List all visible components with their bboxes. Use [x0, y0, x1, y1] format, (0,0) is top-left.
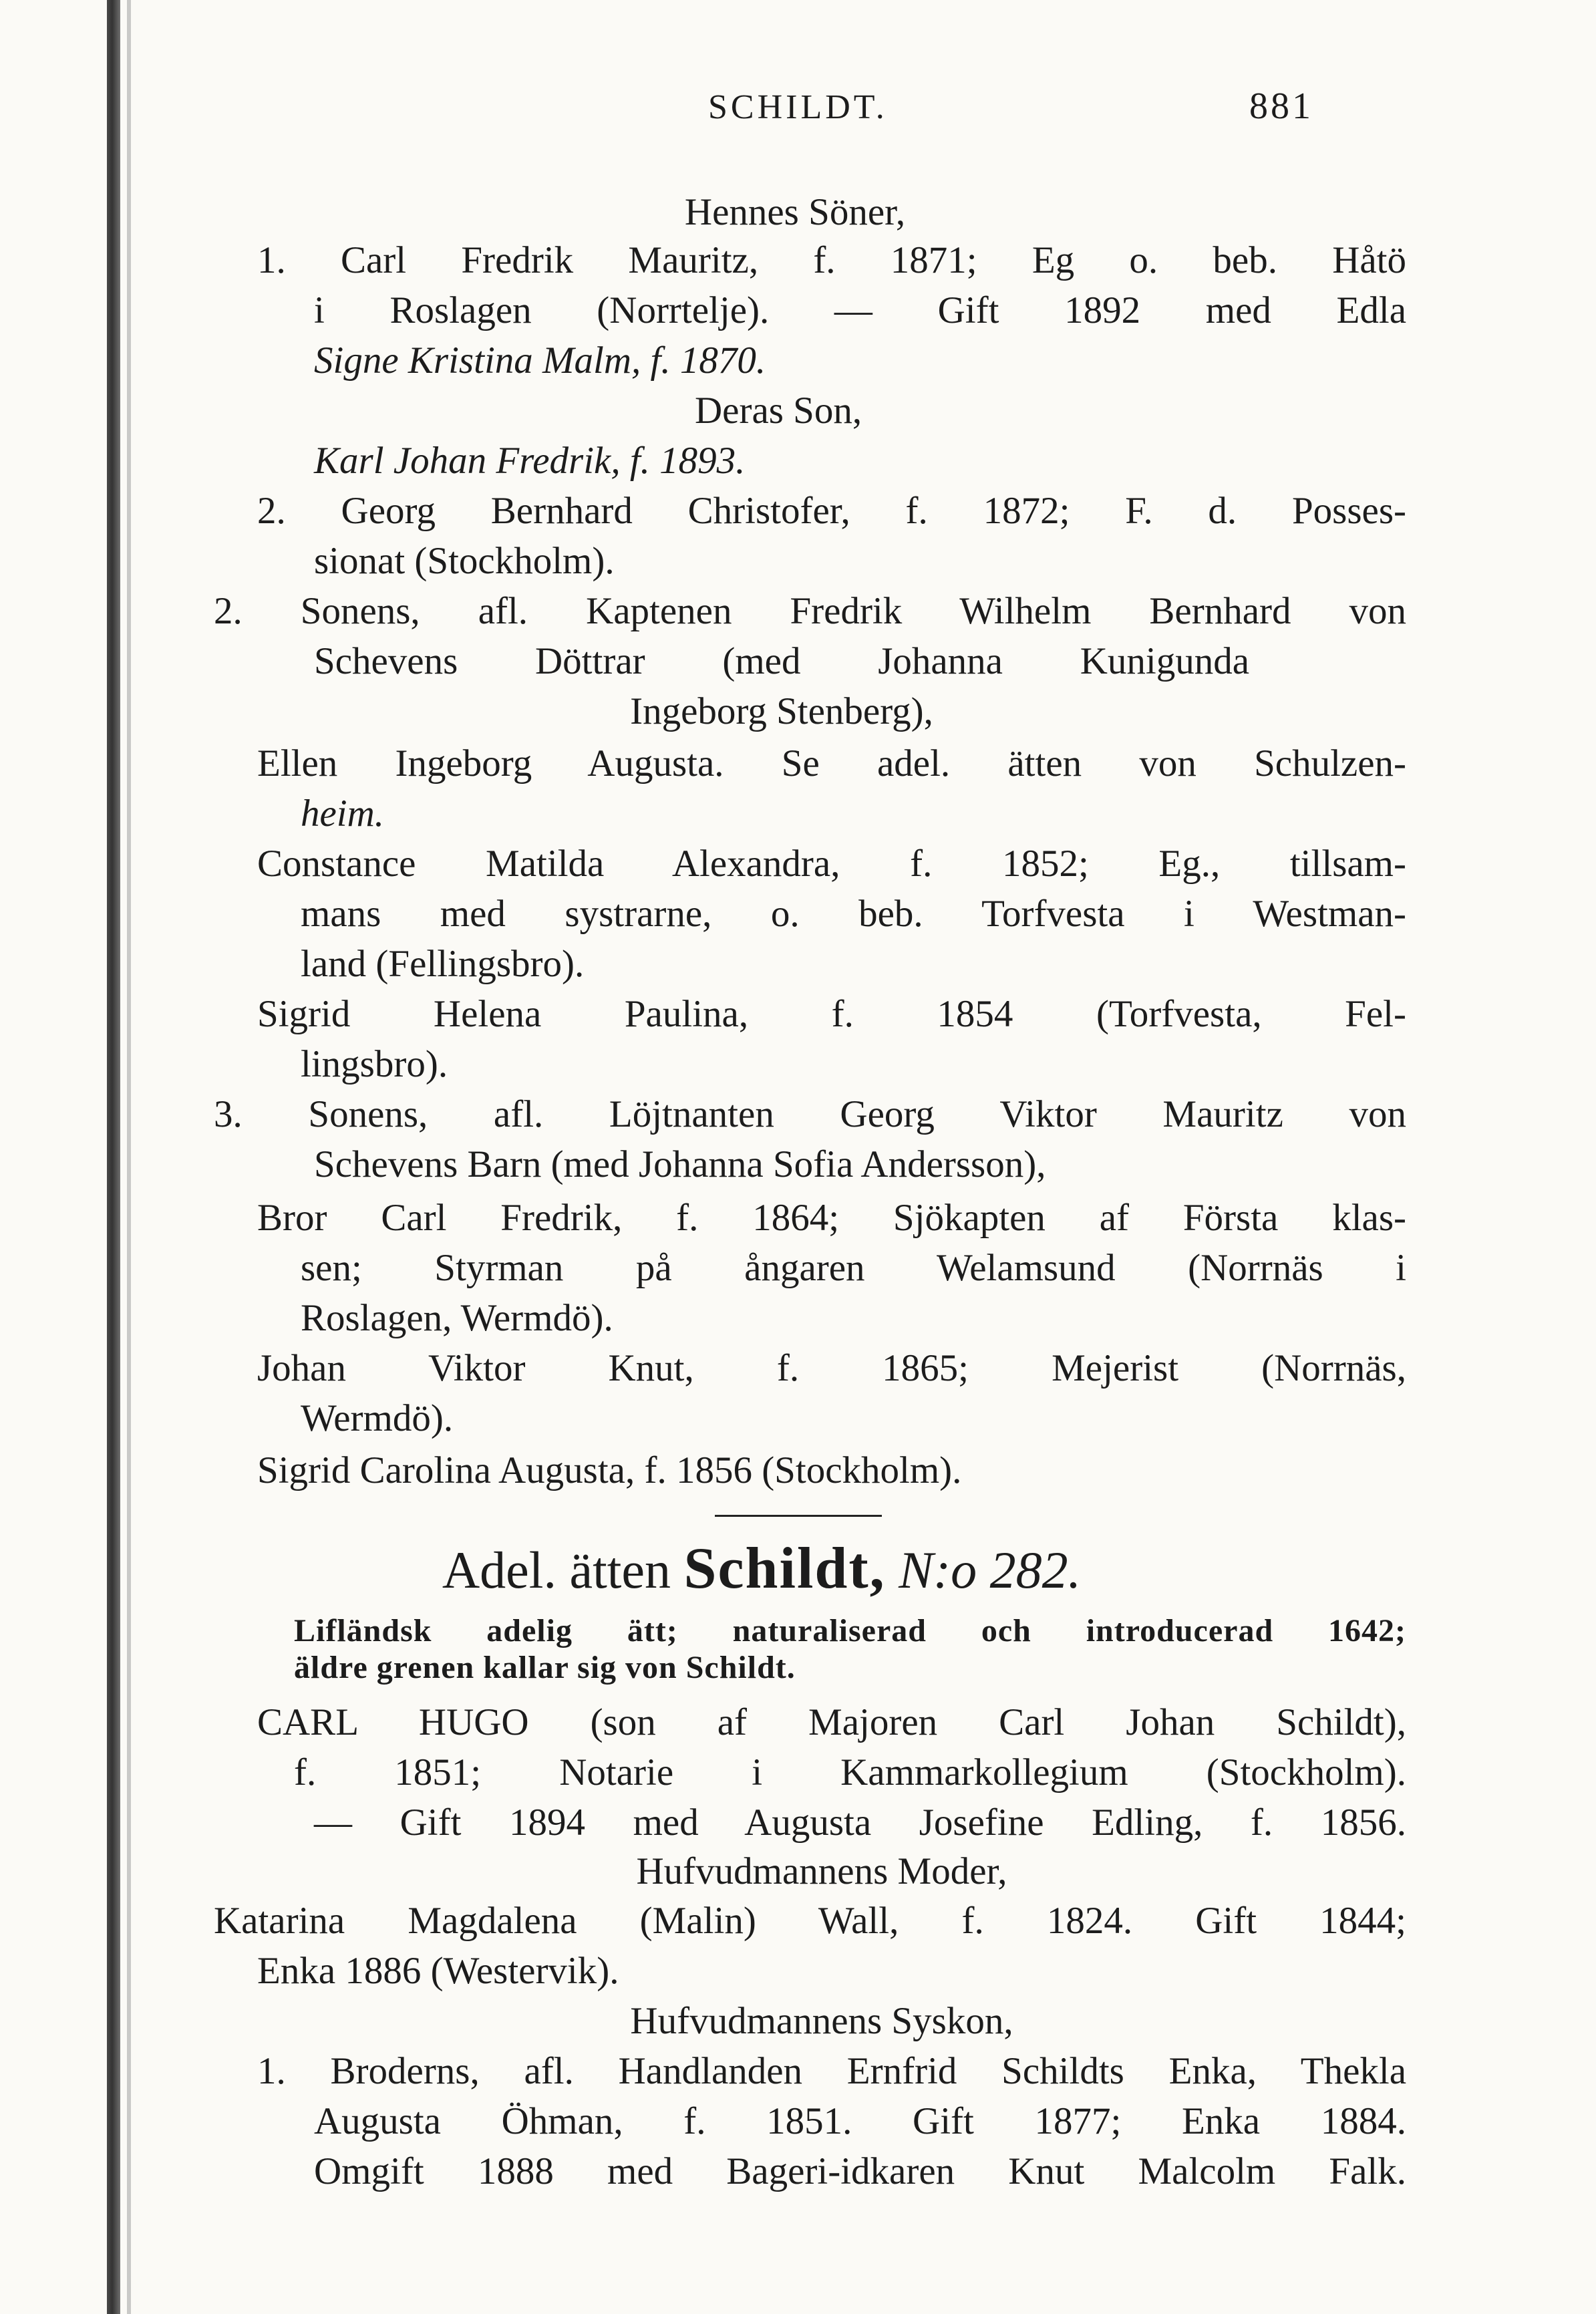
text-line: Deras Son,: [695, 390, 862, 432]
running-title: SCHILDT.: [708, 88, 888, 126]
text-line: Schevens Barn (med Johanna Sofia Andersson),: [314, 1143, 1046, 1185]
section-intro: Lifländsk adelig ätt; naturaliserad och introducerad 1642;: [294, 1613, 1406, 1648]
text-line: Bror Carl Fredrik, f. 1864; Sjökapten af Första klas-: [257, 1197, 1406, 1239]
text-line: sionat (Stockholm).: [314, 540, 615, 582]
text-line: Ellen Ingeborg Augusta. Se adel. ätten von Schulzen-: [257, 742, 1406, 784]
text-line: Augusta Öhman, f. 1851. Gift 1877; Enka 1884.: [314, 2100, 1406, 2142]
text-line: Sigrid Carolina Augusta, f. 1856 (Stockholm).: [257, 1449, 962, 1491]
text-line: 1. Broderns, afl. Handlanden Ernfrid Schildts Enka, Thekla: [257, 2050, 1406, 2092]
text-line: 2. Georg Bernhard Christofer, f. 1872; F. d. Posses-: [257, 490, 1406, 532]
page-number: 881: [1249, 86, 1313, 127]
text-line: Schevens Döttrar (med Johanna Kunigunda: [314, 640, 1249, 682]
text-line: Signe Kristina Malm, f. 1870.: [314, 339, 766, 382]
title-number: N:o 282.: [899, 1541, 1082, 1599]
title-prefix: Adel. ätten: [442, 1541, 671, 1599]
text-line: Johan Viktor Knut, f. 1865; Mejerist (Norrnäs,: [257, 1347, 1406, 1389]
text-line: 3. Sonens, afl. Löjtnanten Georg Viktor Mauritz von: [214, 1093, 1406, 1135]
section-divider: [715, 1515, 882, 1517]
text-line: sen; Styrman på ångaren Welamsund (Norrnäs i: [301, 1247, 1406, 1289]
text-line: Ingeborg Stenberg),: [630, 690, 933, 732]
text-line: CARL HUGO (son af Majoren Carl Johan Schildt),: [257, 1701, 1406, 1743]
text-line: lingsbro).: [301, 1043, 448, 1085]
section-title: [94, 1537, 1430, 1602]
text-line: 1. Carl Fredrik Mauritz, f. 1871; Eg o. beb. Håtö: [257, 239, 1406, 281]
text-line: 2. Sonens, afl. Kaptenen Fredrik Wilhelm Bernhard von: [214, 590, 1406, 632]
text-line: heim.: [301, 792, 385, 835]
text-line: — Gift 1894 med Augusta Josefine Edling, f. 1856.: [314, 1801, 1406, 1844]
text-line: Constance Matilda Alexandra, f. 1852; Eg., tillsam-: [257, 843, 1406, 885]
text-line: Hennes Söner,: [684, 191, 906, 233]
title-name: Schildt,: [683, 1536, 886, 1601]
text-line: land (Fellingsbro).: [301, 943, 585, 985]
binding-shadow: [127, 0, 131, 2314]
text-line: i Roslagen (Norrtelje). — Gift 1892 med Edla: [314, 289, 1406, 331]
text-line: Karl Johan Fredrik, f. 1893.: [314, 440, 746, 482]
text-line: mans med systrarne, o. beb. Torfvesta i Westman-: [301, 893, 1406, 935]
text-line: Hufvudmannens Syskon,: [630, 2000, 1013, 2042]
text-line: Hufvudmannens Moder,: [636, 1850, 1007, 1892]
text-line: Katarina Magdalena (Malin) Wall, f. 1824. Gift 1844;: [214, 1900, 1406, 1942]
text-line: Sigrid Helena Paulina, f. 1854 (Torfvesta, Fel-: [257, 993, 1406, 1035]
text-line: f. 1851; Notarie i Kammarkollegium (Stockholm).: [294, 1751, 1406, 1793]
text-line: Roslagen, Wermdö).: [301, 1297, 613, 1339]
text-line: Omgift 1888 med Bageri-idkaren Knut Malcolm Falk.: [314, 2150, 1406, 2192]
binding-edge: [107, 0, 120, 2314]
text-line: Wermdö).: [301, 1397, 454, 1439]
section-intro: äldre grenen kallar sig von Schildt.: [294, 1650, 796, 1685]
text-line: Enka 1886 (Westervik).: [257, 1950, 619, 1992]
